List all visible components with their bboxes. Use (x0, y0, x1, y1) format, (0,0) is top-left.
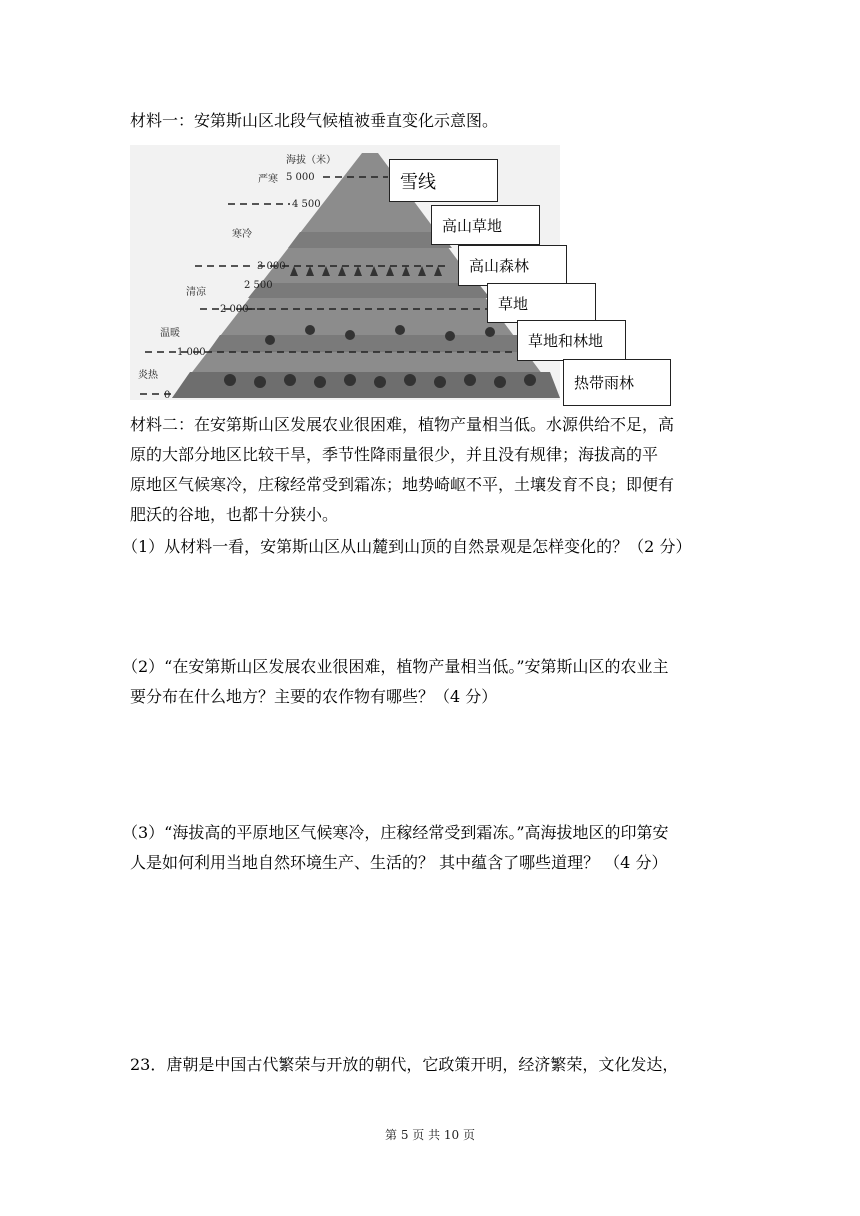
question-2-line-1: （2）“在安第斯山区发展农业很困难，植物产量相当低。”安第斯山区的农业主 (122, 657, 669, 676)
label-grassland: 草地 (487, 283, 596, 323)
zone-hot: 炎热 (138, 370, 158, 381)
zone-severe-cold: 严寒 (258, 174, 278, 185)
material2-line-3: 原地区气候寒冷，庄稼经常受到霜冻；地势崎岖不平，土壤发育不良；即便有 (130, 475, 675, 494)
altitude-5000: 5 000 (286, 172, 315, 183)
mountain-diagram (0, 0, 860, 420)
zone-cold: 寒冷 (232, 229, 252, 240)
question-23: 23．唐朝是中国古代繁荣与开放的朝代，它政策开明，经济繁荣，文化发达， (130, 1055, 679, 1074)
zone-warm: 温暖 (160, 328, 180, 339)
zone-cool: 清凉 (186, 287, 206, 298)
material2-line-4: 肥沃的谷地，也都十分狭小。 (130, 505, 339, 524)
material2-line-2: 原的大部分地区比较干旱，季节性降雨量很少，并且没有规律；海拔高的平 (130, 445, 659, 464)
material2-line-1: 材料二：在安第斯山区发展农业很困难，植物产量相当低。水源供给不足，高 (130, 415, 675, 434)
page-footer: 第 5 页 共 10 页 (385, 1128, 475, 1142)
altitude-4500: 4 500 (292, 199, 321, 210)
question-3-line-1: （3）“海拔高的平原地区气候寒冷，庄稼经常受到霜冻。”高海拔地区的印第安 (122, 823, 669, 842)
material1-title: 材料一：安第斯山区北段气候植被垂直变化示意图。 (130, 111, 499, 130)
altitude-axis-label: 海拔（米） (286, 155, 336, 166)
question-2-line-2: 要分布在什么地方？主要的农作物有哪些？（4 分） (130, 687, 498, 706)
question-3-line-2: 人是如何利用当地自然环境生产、生活的？ 其中蕴含了哪些道理？ （4 分） (130, 853, 668, 872)
label-grassland-woodland: 草地和林地 (517, 320, 626, 361)
label-alpine-meadow: 高山草地 (431, 205, 540, 245)
altitude-0: 0 (164, 390, 171, 401)
label-alpine-forest: 高山森林 (458, 245, 567, 286)
label-tropical-rainforest: 热带雨林 (563, 359, 671, 406)
label-snowline: 雪线 (389, 159, 498, 202)
altitude-3000: 3 000 (257, 261, 286, 272)
altitude-1000: 1 000 (177, 347, 206, 358)
question-1: （1）从材料一看，安第斯山区从山麓到山顶的自然景观是怎样变化的？（2 分） (122, 537, 692, 556)
altitude-2500: 2 500 (244, 280, 273, 291)
altitude-2000: 2 000 (220, 304, 249, 315)
